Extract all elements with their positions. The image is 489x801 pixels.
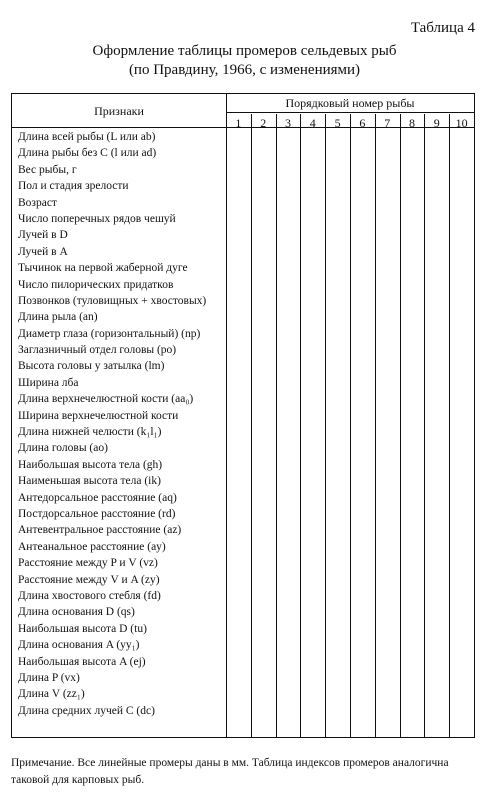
feature-row: Лучей в D	[18, 229, 68, 242]
feature-row: Вес рыбы, г	[18, 163, 77, 176]
fish-number-label: 10	[455, 116, 468, 130]
feature-row: Наибольшая высота D (tu)	[18, 622, 147, 635]
feature-row: Длина средних лучей C (dc)	[18, 704, 155, 717]
feature-row: Длина рыбы без С (l или ad)	[18, 147, 157, 160]
feature-row: Высота головы у затылка (lm)	[18, 360, 165, 373]
feature-row: Длина V (zz₁)	[18, 688, 85, 701]
feature-row: Наибольшая высота A (ej)	[18, 655, 146, 668]
feature-row: Возраст	[18, 196, 57, 209]
column-header-features: Признаки	[94, 104, 144, 118]
fish-number-label: 2	[260, 116, 267, 130]
feature-row: Длина головы (ao)	[18, 442, 108, 455]
feature-row: Антедорсальное расстояние (aq)	[18, 491, 177, 504]
table-title	[0, 42, 489, 80]
feature-row: Наибольшая высота тела (gh)	[18, 458, 163, 471]
fish-number-label: 1	[235, 116, 242, 130]
title-line-1: Оформление таблицы промеров сельдевых рыб	[92, 43, 397, 59]
feature-row: Диаметр глаза (горизонтальный) (np)	[18, 327, 201, 340]
footnote: Примечание. Все линейные промеры даны в мм. Таблица индексов промеров аналогична таковой для карповых рыб.	[11, 757, 449, 786]
feature-row: Длина хвостового стебля (fd)	[18, 589, 161, 602]
fish-number-label: 9	[433, 116, 440, 130]
feature-row: Число поперечных рядов чешуй	[18, 212, 176, 225]
feature-row: Длина всей рыбы (L или ab)	[18, 131, 156, 143]
fish-number-label: 3	[285, 116, 291, 130]
feature-row: Длина P (vx)	[18, 671, 80, 684]
feature-row: Лучей в A	[18, 245, 68, 258]
number-column-divider	[276, 114, 277, 737]
feature-row: Длина нижней челюсти (k₁l₁)	[18, 426, 162, 439]
feature-row: Расстояние между P и V (vz)	[18, 557, 158, 570]
feature-row: Наименьшая высота тела (ik)	[18, 475, 161, 488]
feature-row: Длина основания D (qs)	[18, 606, 135, 619]
table-number: Таблица 4	[410, 20, 475, 36]
feature-row: Длина верхнечелюстной кости (aa₀)	[18, 393, 194, 406]
feature-row: Ширина лба	[18, 376, 79, 389]
feature-row: Расстояние между V и A (zy)	[18, 573, 160, 586]
feature-row: Позвонков (туловищных + хвостовых)	[18, 294, 207, 307]
number-column-divider	[375, 114, 376, 737]
feature-row: Антевентральное расстояние (az)	[18, 524, 182, 537]
measurements-table	[11, 93, 475, 738]
number-column-divider	[350, 114, 351, 737]
column-header-fish-number: Порядковый номер рыбы	[285, 96, 415, 110]
number-column-divider	[251, 114, 252, 737]
feature-row: Пол и стадия зрелости	[18, 180, 129, 193]
number-column-divider	[400, 114, 401, 737]
feature-row: Постдорсальное расстояние (rd)	[18, 507, 176, 520]
fish-number-label: 4	[309, 116, 316, 130]
fish-number-label: 7	[384, 116, 391, 130]
number-column-divider	[449, 114, 450, 737]
feature-row: Длина основания A (yy₁)	[18, 639, 140, 652]
feature-list	[18, 129, 228, 719]
feature-row: Число пилорических придатков	[18, 278, 174, 291]
feature-row: Заглазничный отдел головы (po)	[18, 344, 177, 357]
header-divider-top	[226, 112, 474, 113]
number-column-divider	[325, 114, 326, 737]
feature-row: Тычинок на первой жаберной дуге	[18, 262, 188, 275]
fish-number-label: 6	[359, 116, 366, 130]
feature-row: Ширина верхнечелюстной кости	[18, 409, 179, 422]
fish-number-label: 5	[334, 116, 341, 130]
number-column-divider	[424, 114, 425, 737]
feature-row: Длина рыла (an)	[18, 311, 98, 324]
fish-number-label: 8	[409, 116, 415, 130]
feature-row: Антеанальное расстояние (ay)	[18, 540, 166, 553]
number-column-divider	[300, 114, 301, 737]
title-line-2: (по Правдину, 1966, с изменениями)	[128, 62, 361, 78]
